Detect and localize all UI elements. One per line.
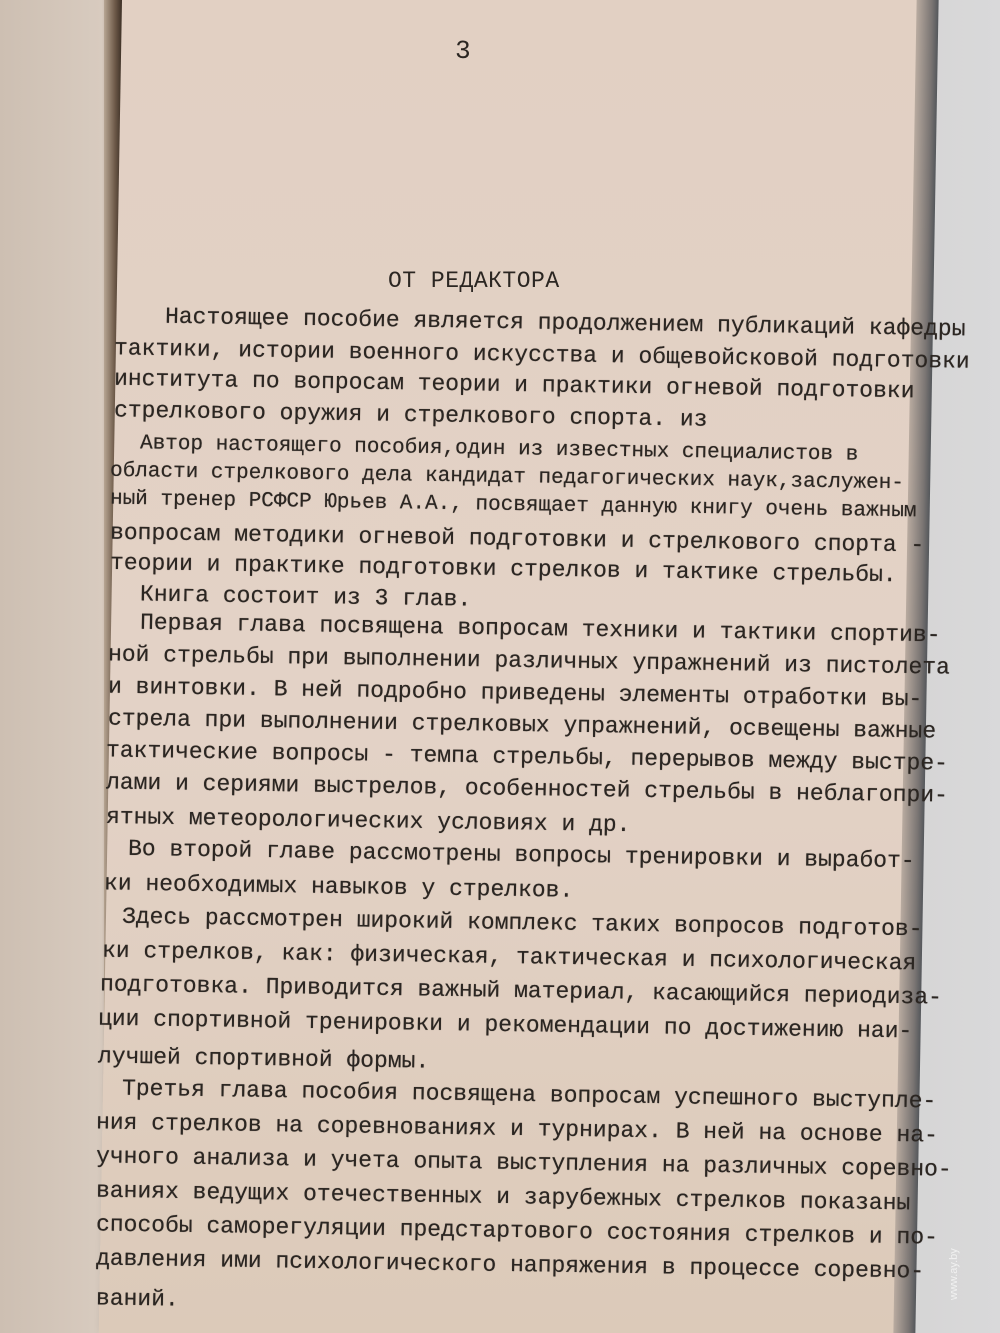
text-line: ки стрелков, как: физическая, тактическая и психологическая	[101, 937, 917, 977]
text-line: ваний.	[95, 1285, 180, 1313]
text-line: Первая глава посвящена вопросам техники и тактики спортив-	[139, 609, 941, 649]
text-line: института по вопросам теории и практики огневой подготовки	[113, 365, 915, 405]
text-line: подготовка. Приводится важный материал, касающийся периодиза-	[99, 971, 943, 1011]
text-line: и винтовки. В ней подробно приведены элементы отработки вы-	[107, 673, 923, 713]
text-line: теории и практике подготовки стрелков и тактике стрельбы.	[109, 549, 897, 589]
text-line: стрелкового оружия и стрелкового спорта. из	[113, 397, 708, 433]
text-line: давления ими психологического напряжения в процессе соревно-	[95, 1245, 925, 1285]
text-line: способы саморегуляции предстартового состояния стрелков и по-	[95, 1211, 939, 1251]
text-line: Автор настоящего пособия,один из известных специалистов в	[139, 432, 859, 467]
text-line: области стрелкового дела кандидат педагогических наук,заслужен-	[109, 459, 905, 496]
text-line: ятных метеорологических условиях и др.	[105, 803, 631, 839]
text-line: Здесь рассмотрен широкий комплекс таких вопросов подготов-	[121, 903, 923, 943]
text-line: Книга состоит из 3 глав.	[139, 581, 472, 613]
text-line: тактические вопросы - темпа стрельбы, перерывов между выстре-	[105, 737, 949, 777]
watermark: www.ay.by	[948, 1248, 960, 1300]
text-line: ваниях ведущих отечественных и зарубежных стрелков показаны	[95, 1177, 911, 1217]
page-number: 3	[454, 35, 471, 67]
text-line: ной стрельбы при выполнении различных упражнений из пистолета	[107, 641, 951, 681]
text-line: Во второй главе рассмотрены вопросы тренировки и выработ-	[127, 835, 915, 875]
text-line: вопросам методики огневой подготовки и стрелкового спорта -	[109, 519, 925, 559]
text-line: ции спортивной тренировки и рекомендации по достижению наи-	[97, 1005, 913, 1045]
text-line: лами и сериями выстрелов, особенностей стрельбы в неблагопри-	[105, 769, 949, 809]
text-line: ки необходимых навыков у стрелков.	[103, 870, 574, 904]
section-heading: ОТ РЕДАКТОРА	[388, 268, 560, 294]
text-line: тактики, истории военного искусства и общевойсковой подготовки	[113, 335, 970, 375]
text-line: Третья глава пособия посвящена вопросам успешного выступле-	[121, 1075, 937, 1115]
text-line: учного анализа и учета опыта выступления на различных соревно-	[95, 1143, 952, 1183]
text-line: стрела при выполнении стрелковых упражнений, освещены важные	[107, 705, 937, 745]
text-line: ный тренер РСФСР Юрьев А.А., посвящает данную книгу очень важным	[109, 487, 917, 524]
text-line: Настоящее пособие является продолжением публикаций кафедры	[164, 303, 966, 343]
text-line: ния стрелков на соревнованиях и турнирах. В ней на основе на-	[95, 1109, 939, 1149]
text-line: лучшей спортивной формы.	[97, 1043, 430, 1075]
